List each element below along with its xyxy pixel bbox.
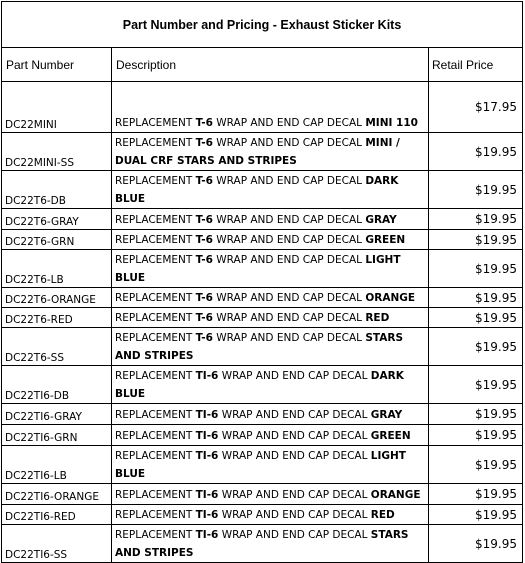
description-middle: WRAP AND END CAP DECAL — [218, 430, 371, 442]
description-prefix: REPLACEMENT — [115, 234, 196, 246]
part-number-cell: DC22MINI-SS — [2, 133, 112, 171]
part-number-cell: DC22T6-DB — [2, 171, 112, 209]
description-variant: LIGHT BLUE — [115, 254, 401, 284]
description-middle: WRAP AND END CAP DECAL — [212, 292, 366, 304]
description-variant: DARK BLUE — [115, 370, 404, 400]
part-number-cell: DC22MINI — [2, 82, 112, 133]
part-number-cell: DC22TI6-LB — [2, 446, 112, 484]
description-middle: WRAP AND END CAP DECAL — [212, 137, 366, 149]
description-cell — [112, 288, 429, 308]
description-variant: GRAY — [365, 214, 397, 226]
table-title: Part Number and Pricing - Exhaust Sticker Kits — [2, 2, 523, 48]
description-variant: RED — [365, 312, 390, 324]
table-row — [2, 230, 523, 250]
description-kit: TI-6 — [195, 430, 219, 442]
description-cell — [112, 446, 429, 484]
description-kit: TI-6 — [195, 489, 219, 501]
description-kit: T-6 — [195, 175, 213, 187]
description-prefix: REPLACEMENT — [115, 430, 196, 442]
description-prefix: REPLACEMENT — [115, 370, 196, 382]
description-cell — [112, 425, 429, 446]
description-middle: WRAP AND END CAP DECAL — [218, 370, 371, 382]
description-cell — [112, 525, 429, 563]
description-variant: GREEN — [370, 430, 411, 442]
retail-price-cell: $19.95 — [429, 525, 523, 563]
retail-price-cell: $19.95 — [429, 288, 523, 308]
description-prefix: REPLACEMENT — [115, 450, 196, 462]
retail-price-cell: $19.95 — [429, 446, 523, 484]
retail-price-cell: $19.95 — [429, 366, 523, 404]
retail-price-cell: $19.95 — [429, 209, 523, 230]
retail-price-cell: $19.95 — [429, 328, 523, 366]
description-variant: ORANGE — [370, 489, 421, 501]
description-prefix: REPLACEMENT — [115, 292, 196, 304]
description-prefix: REPLACEMENT — [115, 214, 196, 226]
description-prefix: REPLACEMENT — [115, 409, 196, 421]
description-prefix: REPLACEMENT — [115, 117, 196, 129]
description-prefix: REPLACEMENT — [115, 254, 196, 266]
description-middle: WRAP AND END CAP DECAL — [218, 409, 371, 421]
description-kit: T-6 — [195, 312, 213, 324]
part-number-cell: DC22T6-LB — [2, 250, 112, 288]
description-cell — [112, 171, 429, 209]
description-cell — [112, 209, 429, 230]
table-row — [2, 505, 523, 525]
table-row — [2, 404, 523, 425]
retail-price-cell: $19.95 — [429, 230, 523, 250]
part-number-cell: DC22TI6-GRAY — [2, 404, 112, 425]
table-row — [2, 525, 523, 563]
retail-price-cell: $19.95 — [429, 308, 523, 328]
description-middle: WRAP AND END CAP DECAL — [212, 234, 366, 246]
description-kit: TI-6 — [195, 409, 219, 421]
description-middle: WRAP AND END CAP DECAL — [212, 117, 366, 129]
description-prefix: REPLACEMENT — [115, 529, 196, 541]
description-cell — [112, 404, 429, 425]
description-middle: WRAP AND END CAP DECAL — [212, 175, 366, 187]
description-cell — [112, 82, 429, 133]
title-row — [2, 2, 523, 48]
description-kit: T-6 — [195, 137, 213, 149]
table-row — [2, 328, 523, 366]
pricing-table-body — [2, 2, 523, 563]
header-retail-price: Retail Price — [429, 48, 523, 82]
table-row — [2, 288, 523, 308]
header-row — [2, 48, 523, 82]
description-variant: STARS AND STRIPES — [115, 332, 404, 362]
description-variant: RED — [370, 509, 395, 521]
part-number-cell: DC22T6-ORANGE — [2, 288, 112, 308]
pricing-table — [1, 1, 523, 563]
table-row — [2, 484, 523, 505]
description-prefix: REPLACEMENT — [115, 489, 196, 501]
description-cell — [112, 133, 429, 171]
description-cell — [112, 308, 429, 328]
part-number-cell: DC22T6-GRAY — [2, 209, 112, 230]
table-row — [2, 425, 523, 446]
description-kit: T-6 — [195, 254, 213, 266]
description-variant: DARK BLUE — [115, 175, 399, 205]
description-middle: WRAP AND END CAP DECAL — [212, 332, 366, 344]
description-variant: GREEN — [365, 234, 406, 246]
part-number-cell: DC22TI6-SS — [2, 525, 112, 563]
description-kit: TI-6 — [195, 529, 219, 541]
retail-price-cell: $19.95 — [429, 425, 523, 446]
part-number-cell: DC22TI6-ORANGE — [2, 484, 112, 505]
description-middle: WRAP AND END CAP DECAL — [218, 529, 371, 541]
description-kit: T-6 — [195, 332, 213, 344]
description-prefix: REPLACEMENT — [115, 332, 196, 344]
table-row — [2, 133, 523, 171]
description-prefix: REPLACEMENT — [115, 175, 196, 187]
retail-price-cell: $19.95 — [429, 171, 523, 209]
table-row — [2, 366, 523, 404]
description-middle: WRAP AND END CAP DECAL — [218, 450, 371, 462]
retail-price-cell: $19.95 — [429, 250, 523, 288]
part-number-cell: DC22TI6-DB — [2, 366, 112, 404]
retail-price-cell: $19.95 — [429, 484, 523, 505]
description-middle: WRAP AND END CAP DECAL — [218, 489, 371, 501]
description-variant: ORANGE — [365, 292, 416, 304]
description-cell — [112, 484, 429, 505]
description-kit: TI-6 — [195, 509, 219, 521]
description-middle: WRAP AND END CAP DECAL — [212, 254, 366, 266]
retail-price-cell: $19.95 — [429, 404, 523, 425]
description-kit: TI-6 — [195, 450, 219, 462]
description-kit: TI-6 — [195, 370, 219, 382]
table-row — [2, 82, 523, 133]
description-cell — [112, 230, 429, 250]
description-cell — [112, 505, 429, 525]
table-row — [2, 446, 523, 484]
description-kit: T-6 — [195, 292, 213, 304]
part-number-cell: DC22T6-RED — [2, 308, 112, 328]
description-prefix: REPLACEMENT — [115, 137, 196, 149]
description-variant: MINI / DUAL CRF STARS AND STRIPES — [115, 137, 400, 167]
description-cell — [112, 250, 429, 288]
description-middle: WRAP AND END CAP DECAL — [212, 214, 366, 226]
table-row — [2, 250, 523, 288]
part-number-cell: DC22TI6-RED — [2, 505, 112, 525]
table-row — [2, 308, 523, 328]
header-part-number: Part Number — [2, 48, 112, 82]
retail-price-cell: $19.95 — [429, 505, 523, 525]
retail-price-cell: $19.95 — [429, 133, 523, 171]
description-kit: T-6 — [195, 117, 213, 129]
table-row — [2, 209, 523, 230]
description-kit: T-6 — [195, 234, 213, 246]
part-number-cell: DC22TI6-GRN — [2, 425, 112, 446]
description-middle: WRAP AND END CAP DECAL — [218, 509, 371, 521]
description-variant: STARS AND STRIPES — [115, 529, 409, 559]
description-variant: GRAY — [370, 409, 403, 421]
description-variant: MINI 110 — [365, 117, 418, 129]
description-prefix: REPLACEMENT — [115, 509, 196, 521]
description-cell — [112, 328, 429, 366]
table-row — [2, 171, 523, 209]
header-description: Description — [112, 48, 429, 82]
description-cell — [112, 366, 429, 404]
retail-price-cell: $17.95 — [429, 82, 523, 133]
part-number-cell: DC22T6-GRN — [2, 230, 112, 250]
description-middle: WRAP AND END CAP DECAL — [212, 312, 366, 324]
description-variant: LIGHT BLUE — [115, 450, 406, 480]
description-prefix: REPLACEMENT — [115, 312, 196, 324]
description-kit: T-6 — [195, 214, 213, 226]
part-number-cell: DC22T6-SS — [2, 328, 112, 366]
